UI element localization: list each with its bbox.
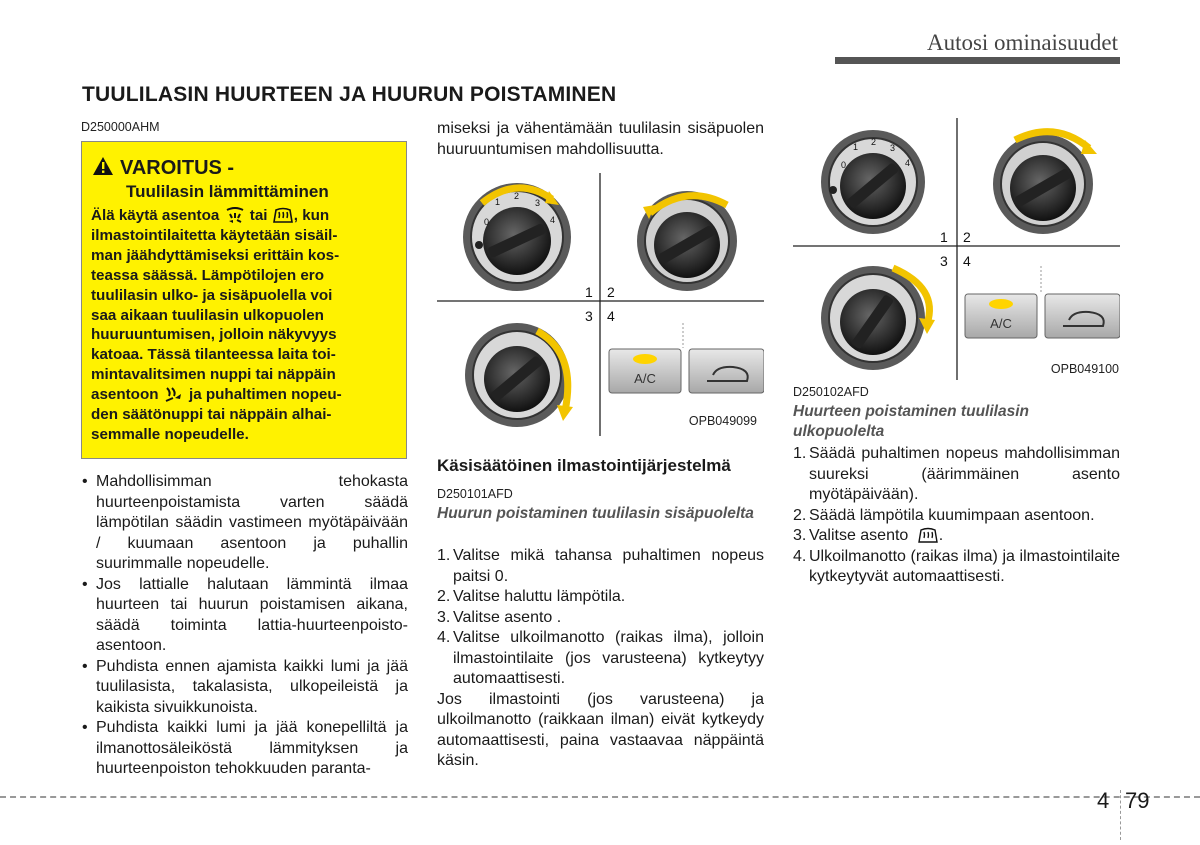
step-text: Valitse asento [809,527,909,544]
step-text: Ulkoilmanotto (raikas ilma) ja ilmastointilaite kytkeytyvät automaattisesti. [809,547,1120,585]
quadrant-number: 2 [963,229,971,245]
tips-list [80,472,408,780]
defog-note: Jos ilmastointi (jos varusteena) ja ulkoilmanotto (raikkaan ilman) eivät kytkeydy automaattisesti, paina vastaavaa näppäintä käsin. [437,690,764,769]
list-item: • Jos lattialle halutaan lämmintä ilmaa huurteen tai huurun poistamisen aikana, säädä toiminta lattia-huurteenpoisto-asentoon. [80,575,408,657]
warning-line: huuruuntumisen, jolloin näkyvyys [91,326,337,344]
svg-text:4: 4 [550,215,556,225]
warning-line: saa aikaan tuulilasin ulkopuolen [91,306,324,324]
warning-line: ilmastointilaitetta käytetään sisäil- [91,226,338,244]
running-header: Autosi ominaisuudet [926,30,1118,55]
svg-text:3: 3 [535,198,541,208]
chapter-number: 4 [1097,788,1110,813]
defog-subheading: Huurun poistaminen tuulilasin sisäpuolelta [437,505,754,522]
step-number: 2. [793,506,807,524]
defog-steps [437,546,764,772]
step-number: 2. [437,588,451,605]
warning-triangle-icon [92,156,114,176]
quadrant-number: 2 [607,284,615,300]
list-item: • Puhdista kaikki lumi ja jää konepelliltä ja ilmanottosäleiköstä lämmityksen ja huurteenpoiston tehokkuuden paranta- [80,718,408,780]
step-item [793,547,1120,588]
warning-line: katoaa. Tässä tilanteessa laita toi- [91,346,336,364]
warning-line: tuulilasin ulko- ja sisäpuolella voi [91,286,333,304]
warning-heading [92,156,234,180]
warning-line: man jäähdyttämiseksi erittäin kos- [91,246,340,264]
continued-paragraph: miseksi ja vähentämään tuulilasin sisäpuolen huuruuntumisen mahdollisuutta. [437,120,764,158]
step-number: 4. [437,629,451,646]
warning-line: teassa säässä. Lämpötilojen ero [91,266,324,284]
windshield-defrost-icon [272,207,294,225]
fan-icon [475,241,483,249]
step-number: 1. [793,445,807,462]
warning-subheading: Tuulilasin lämmittäminen [126,182,329,201]
step-text: Valitse asento . [453,608,562,626]
warning-line: , kun [293,207,330,224]
windshield-defrost-icon [917,527,939,545]
section-code: D250000AHM [81,120,160,134]
mode-knob [465,323,573,427]
quadrant-number: 3 [585,308,593,324]
quadrant-number: 4 [963,253,971,269]
fan-icon [829,186,837,194]
page-number: 79 [1125,788,1150,813]
list-item: • Mahdollisimman tehokasta huurteenpoistamista varten säädä lämpötilan säädin vastimeen myötäpäivään / kuumaan asentoon ja puhallin suurimmalle nopeudelle. [80,472,408,575]
quadrant-number: 1 [585,284,593,300]
temperature-knob [993,132,1097,234]
step-text: . [938,527,944,544]
hvac-controls-illustration [793,118,1120,380]
header-rule [835,57,1120,64]
figure-code: OPB049099 [688,414,757,428]
manual-system-heading: Käsisäätöinen ilmastointijärjestelmä [437,456,731,475]
step-item [793,526,1120,547]
step-item [437,628,764,690]
page-number-divider [1120,790,1121,840]
step-text: Valitse haluttu lämpötila. [453,588,626,605]
warning-line: ja puhaltimen nopeu- [188,386,342,404]
step-number: 3. [793,527,807,544]
footer-rule [0,796,1200,798]
warning-heading-text: VAROITUS - [120,157,235,179]
svg-text:4: 4 [905,158,911,168]
figure-code: OPB049100 [1050,362,1119,376]
ac-button [965,294,1037,338]
temperature-knob [637,191,737,291]
warning-line: mintavalitsimen nuppi tai näppäin [91,366,336,384]
step-number: 4. [793,547,807,565]
quadrant-number: 4 [607,308,615,324]
svg-text:2: 2 [871,137,877,147]
svg-text:3: 3 [890,143,896,153]
figure-manual-defrost [793,118,1120,380]
step-item [437,608,764,629]
section-code: D250102AFD [793,385,869,399]
step-item [437,587,764,608]
fan-speed-knob [821,130,925,234]
warning-line: den säätönuppi tai näppäin alhai- [91,406,332,424]
section-code: D250101AFD [437,487,513,501]
step-number: 1. [437,547,451,564]
recirculation-button [1045,294,1120,338]
svg-text:2: 2 [514,191,520,201]
warning-line: tai [249,207,268,224]
defrost-steps [793,444,1120,588]
warning-line: asentoon [91,386,159,404]
section-title: TUULILASIN HUURTEEN JA HUURUN POISTAMINEN [82,83,617,106]
step-text: Valitse ulkoilmanotto (raikas ilma), jolloin ilmastointilaite (jos varusteena) kytkeytyy automaattisesti. [453,629,764,687]
svg-text:0: 0 [484,217,490,227]
svg-text:1: 1 [495,197,501,207]
step-number: 3. [437,608,451,626]
step-item [437,546,764,587]
ac-button-label: A/C [990,316,1012,331]
step-text: Säädä lämpötila kuumimpaan asentoon. [809,506,1095,524]
step-text: Säädä puhaltimen nopeus mahdollisimman suureksi (äärimmäinen asento myötäpäivään). [809,445,1120,503]
quadrant-number: 1 [940,229,948,245]
figure-manual-defog [437,173,764,436]
quadrant-number: 3 [940,253,948,269]
defrost-subheading: Huurteen poistaminen tuulilasin ulkopuolelta [793,403,1029,440]
warning-line: semmalle nopeudelle. [91,425,249,443]
svg-text:1: 1 [853,142,859,152]
step-item [793,506,1120,527]
recirculation-button [689,349,764,393]
step-item [793,444,1120,506]
hvac-controls-illustration [437,173,764,436]
ac-button [609,349,681,393]
warning-text [91,206,397,445]
warning-box [81,141,407,459]
fan-speed-knob [463,183,571,291]
defrost-floor-icon [224,207,246,225]
svg-text:0: 0 [841,160,847,170]
ac-button-label: A/C [634,371,656,386]
mode-knob [821,266,935,370]
list-item: • Puhdista ennen ajamista kaikki lumi ja jää tuulilasista, takalasista, ulkopeileistä ja kaikista sivuikkunoista. [80,657,408,719]
step-text: Valitse mikä tahansa puhaltimen nopeus paitsi 0. [453,547,764,585]
warning-line: Älä käytä asentoa [91,207,220,224]
defrost-mode-icon [163,386,185,404]
